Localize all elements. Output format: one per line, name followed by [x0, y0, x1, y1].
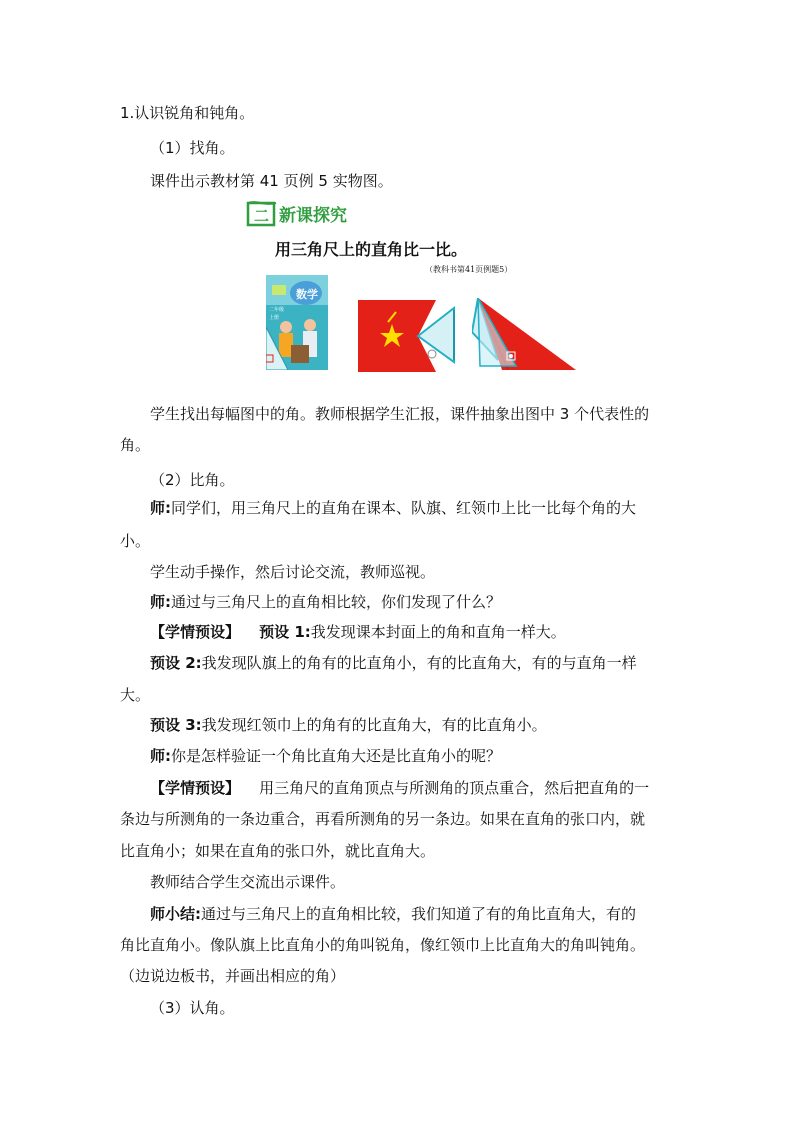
para-6b: 小。: [120, 532, 151, 550]
prediction-tag: 【学情预设】: [150, 779, 241, 797]
book-volume: 上册: [269, 315, 280, 321]
section-banner: [246, 200, 356, 230]
para-6a-text: 同学们，用三角尺上的直角在课本、队旗、红领巾上比一比每个角的大: [171, 499, 637, 517]
para-11: [150, 715, 680, 735]
para-10a-text: 我发现队旗上的角有的比直角小，有的比直角大，有的与直角一样: [201, 654, 637, 672]
para-13c: 比直角小；如果在直角的张口外，就比直角大。: [120, 842, 436, 860]
para-12: [150, 746, 680, 766]
para-11-text: 我发现红领巾上的角有的比直角大，有的比直角小。: [201, 716, 547, 734]
para-4b: 角。: [120, 436, 151, 454]
para-8-text: 通过与三角尺上的直角相比较，你们发现了什么？: [171, 593, 502, 611]
para-1: 1.认识锐角和钝角。: [120, 104, 255, 122]
para-13b: 条边与所测角的一条边重合，再看所测角的另一条边。如果在直角的张口内，就: [120, 810, 646, 828]
para-6a: [150, 498, 680, 518]
section-number: 二: [254, 207, 270, 225]
para-15a-text: 通过与三角尺上的直角相比较，我们知道了有的角比直角大，有的: [201, 905, 637, 923]
para-10b: 大。: [120, 686, 151, 704]
para-3: 课件出示教材第 41 页例 5 实物图。: [150, 172, 393, 190]
textbook-figure: [240, 200, 585, 380]
para-15c: （边说边板书，并画出相应的角）: [120, 967, 346, 985]
book-grade: 二年级: [269, 307, 285, 313]
figure-note: （教科书第41页例题5）: [425, 265, 513, 274]
prediction-label: 预设 1:: [259, 623, 311, 641]
para-15a: [150, 904, 680, 924]
para-16: （3）认角。: [150, 999, 235, 1017]
para-9: [150, 622, 680, 642]
para-13a: [150, 778, 680, 798]
speaker-label: 师:: [150, 593, 171, 611]
para-2: （1）找角。: [150, 139, 235, 157]
prediction-label: 预设 3:: [150, 716, 202, 734]
para-12-text: 你是怎样验证一个角比直角大还是比直角小的呢？: [171, 747, 502, 765]
team-flag-image: [358, 300, 458, 372]
speaker-label: 师:: [150, 747, 171, 765]
prediction-label: 预设 2:: [150, 654, 202, 672]
prediction-tag: 【学情预设】: [150, 623, 241, 641]
para-15b: 角比直角小。像队旗上比直角小的角叫锐角，像红领巾上比直角大的角叫钝角。: [120, 936, 646, 954]
para-5: （2）比角。: [150, 471, 235, 489]
book-title: 数学: [296, 288, 318, 301]
summary-label: 师小结:: [150, 905, 201, 923]
para-4a: 学生找出每幅图中的角。教师根据学生汇报，课件抽象出图中 3 个代表性的: [150, 405, 650, 423]
figure-title: 用三角尺上的直角比一比。: [275, 240, 468, 259]
red-scarf-image: [472, 298, 580, 370]
speaker-label: 师:: [150, 499, 171, 517]
section-title: 新课探究: [279, 206, 347, 226]
para-10a: [150, 653, 680, 673]
para-9-text: 我发现课本封面上的角和直角一样大。: [310, 623, 566, 641]
math-book-image: [266, 275, 328, 370]
para-8: [150, 592, 680, 612]
para-14: 教师结合学生交流出示课件。: [150, 873, 346, 891]
para-13a-text: 用三角尺的直角顶点与所测角的顶点重合，然后把直角的一: [259, 779, 650, 797]
para-7: 学生动手操作，然后讨论交流，教师巡视。: [150, 563, 436, 581]
